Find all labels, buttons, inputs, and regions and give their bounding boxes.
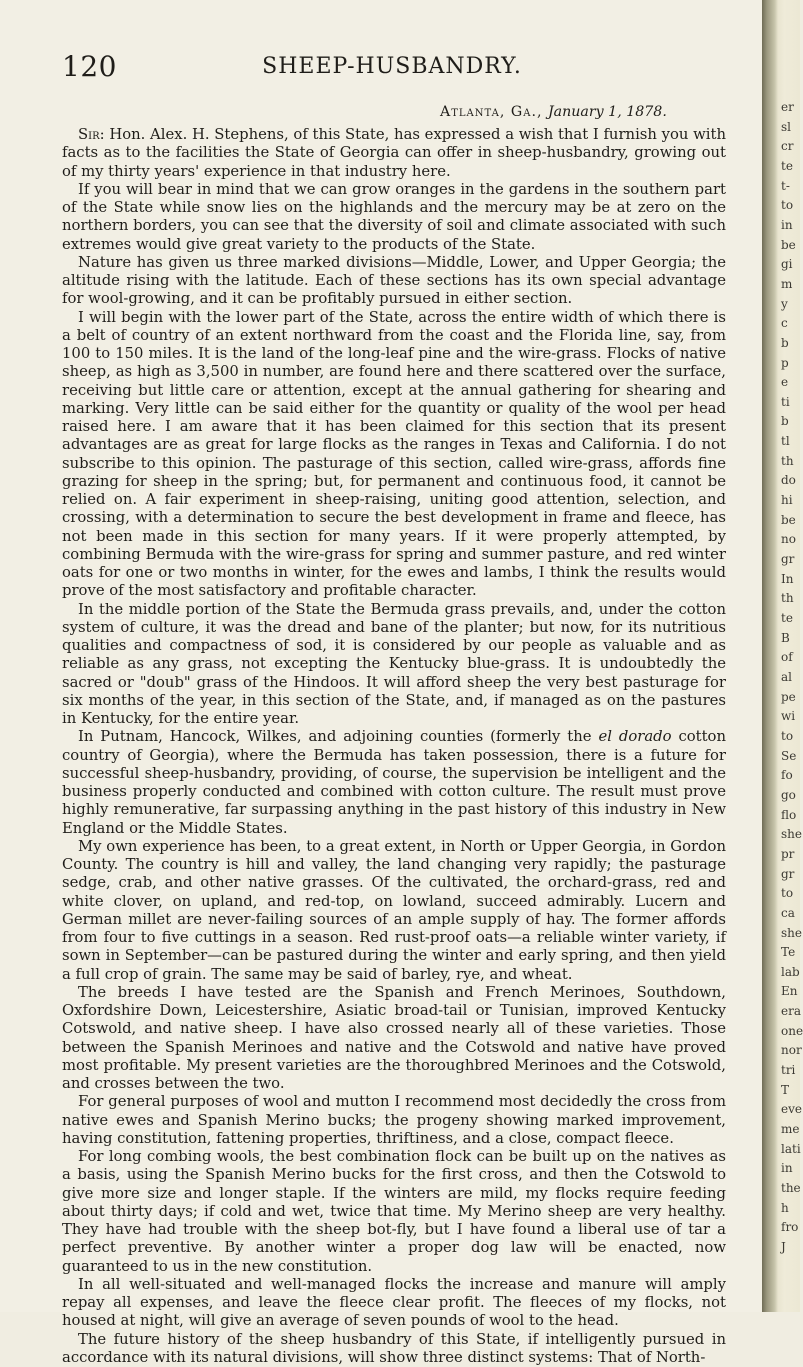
facing-page-fragment: pe xyxy=(781,690,800,704)
facing-page-fragment: gr xyxy=(781,552,800,566)
dateline-date: January 1, 1878. xyxy=(548,104,667,120)
paragraph: Nature has given us three marked divisions—Middle, Lower, and Upper Georgia; the altitude rising with the latitude. Each of these sections has its own special advantage for wool-growing, and it can be profitably pursued in either section. xyxy=(62,254,726,309)
facing-page-fragment: to xyxy=(781,729,800,743)
facing-page-fragment: B xyxy=(781,631,800,645)
paragraph: For general purposes of wool and mutton I recommend most decidedly the cross from native ewes and Spanish Merino bucks; the progeny showing marked improvement, having constitution, fattening properties, thriftiness, and a close, compact fleece. xyxy=(62,1093,726,1148)
facing-page-fragment: gr xyxy=(781,867,800,881)
facing-page-fragment: nor xyxy=(781,1043,800,1057)
facing-page-fragment: be xyxy=(781,513,800,527)
facing-page-fragment: te xyxy=(781,159,800,173)
facing-page-fragment: b xyxy=(781,336,800,350)
facing-page-fragment: one xyxy=(781,1024,800,1038)
paragraph: If you will bear in mind that we can grow oranges in the gardens in the southern part of the State while snow lies on the highlands and the mercury may be at zero on the northern borders, you can see that the diversity of soil and climate associated with such extremes would give great variety to the products of the State. xyxy=(62,181,726,254)
facing-page-fragment: sl xyxy=(781,120,800,134)
facing-page-fragment: ca xyxy=(781,906,800,920)
running-head: SHEEP-HUSBANDRY. xyxy=(62,54,722,79)
facing-page-fragment: do xyxy=(781,473,800,487)
paragraph-putnam: In Putnam, Hancock, Wilkes, and adjoining counties (formerly the el dorado cotton country of Georgia), where the Bermuda has taken possession, there is a future for successful sheep-husbandry, providing, of course, the supervision be intelligent and the business properly conducted and combined with cotton culture. The result must prove highly remunerative, far surpassing anything in the past history of this industry in New England or the Middle States. xyxy=(62,728,726,838)
facing-page-fragment: hi xyxy=(781,493,800,507)
paragraph: I will begin with the lower part of the State, across the entire width of which there is a belt of country of an extent northward from the coast and the Florida line, say, from 100 to 150 miles. It is the land of the long-leaf pine and the wire-grass. Flocks of native sheep, as high as 3,500 in number, are found here and there scattered over the surface, receiving but little care or attention, except at the annual gathering for shearing and marking. Very little can be said either for the quantity or quality of the wool per head raised here. I am aware that it has been claimed for this section that its present advantages are as great for large flocks as the ranges in Texas and California. I do not subscribe to this opinion. The pasturage of this section, called wire-grass, affords fine grazing for sheep in the spring; but, for permanent and continuous food, it cannot be relied on. A fair experiment in sheep-raising, uniting good attention, selection, and crossing, with a determination to secure the best development in frame and fleece, has not been made in this section for many years. If it were properly attempted, by combining Bermuda with the wire-grass for spring and summer pasture, and red winter oats for one or two months in winter, for the ewes and lambs, I think the results would prove of the most satisfactory and profitable character. xyxy=(62,309,726,601)
facing-page-fragment: of xyxy=(781,650,800,664)
facing-page-fragment: fro xyxy=(781,1220,800,1234)
facing-page-fragment: tri xyxy=(781,1063,800,1077)
paragraph: In the middle portion of the State the Bermuda grass prevails, and, under the cotton system of culture, it was the dread and bane of the planter; but now, for its nutritious qualities and compactness of sod, it is considered by our people as valuable and as reliable as any grass, not excepting the Kentucky blue-grass. It is undoubtedly the sacred or "doub" grass of the Hindoos. It will afford sheep the very best pasturage for six months of the year, in this section of the State, and, if managed as on the pastures in Kentucky, for the entire year. xyxy=(62,601,726,729)
facing-page-fragment: be xyxy=(781,238,800,252)
facing-page-fragment: Se xyxy=(781,749,800,763)
facing-page-fragment: T xyxy=(781,1083,800,1097)
facing-page-fragment: En xyxy=(781,984,800,998)
facing-page-fragment: pr xyxy=(781,847,800,861)
facing-page-fragment: eve xyxy=(781,1102,800,1116)
paragraph: My own experience has been, to a great extent, in North or Upper Georgia, in Gordon County. The country is hill and valley, the land changing very rapidly; the pasturage sedge, crab, and other native grasses. Of the cultivated, the orchard-grass, red and white clover, on upland, and red-top, on lowland, succeed admirably. Lucern and German millet are never-failing sources of an ample supply of hay. The former affords from four to five cuttings in a season. Red rust-proof oats—a reliable winter variety, if sown in September—can be pastured during the winter and early spring, and then yield a full crop of grain. The same may be said of barley, rye, and wheat. xyxy=(62,838,726,984)
letter-body xyxy=(62,126,726,1367)
facing-page-fragment: b xyxy=(781,414,800,428)
facing-page-fragment: fo xyxy=(781,768,800,782)
facing-page-fragment: wi xyxy=(781,709,800,723)
facing-page-fragment: flo xyxy=(781,808,800,822)
facing-page-fragment: go xyxy=(781,788,800,802)
facing-page-fragment: to xyxy=(781,198,800,212)
facing-page-fragment: lab xyxy=(781,965,800,979)
facing-page-fragment: cr xyxy=(781,139,800,153)
facing-page-fragment: in xyxy=(781,218,800,232)
paragraph: The breeds I have tested are the Spanish and French Merinoes, Southdown, Oxfordshire Down, Leicestershire, Asiatic broad-tail or Tunisian, improved Kentucky Cotswold, and native sheep. I have also crossed nearly all of these varieties. Those between the Spanish Merinoes and native and the Cotswold and native have proved most profitable. My present varieties are the thoroughbred Merinoes and the Cotswold, and crosses between the two. xyxy=(62,984,726,1094)
facing-page-fragment: J xyxy=(781,1240,800,1254)
facing-page-fragment: tl xyxy=(781,434,800,448)
facing-page-fragment: in xyxy=(781,1161,800,1175)
facing-page-fragment: te xyxy=(781,611,800,625)
facing-page-fragment: ti xyxy=(781,395,800,409)
page-number: 120 xyxy=(62,50,117,83)
facing-page-fragment: the xyxy=(781,1181,800,1195)
facing-page-fragment: Te xyxy=(781,945,800,959)
facing-page-fragment: to xyxy=(781,886,800,900)
facing-page-fragment: me xyxy=(781,1122,800,1136)
opening-text: Hon. Alex. H. Stephens, of this State, has expressed a wish that I furnish you with facts as to the facilities the State of Georgia can offer in sheep-husbandry, growing out of my thirty years' experience in that industry here. xyxy=(62,126,726,180)
facing-page-fragment: t- xyxy=(781,179,800,193)
dateline-place: Atlanta, Ga., xyxy=(440,104,542,120)
opening-paragraph xyxy=(62,126,726,181)
facing-page-fragment: she xyxy=(781,926,800,940)
facing-page-fragment: lati xyxy=(781,1142,800,1156)
facing-page-fragment: no xyxy=(781,532,800,546)
facing-page-fragment: m xyxy=(781,277,800,291)
facing-page-fragment: c xyxy=(781,316,800,330)
el-dorado-italic: el dorado xyxy=(598,728,671,745)
facing-page-fragment: gi xyxy=(781,257,800,271)
facing-page-fragment: th xyxy=(781,454,800,468)
salutation: Sir: xyxy=(78,126,105,143)
facing-page-fragment: p xyxy=(781,356,800,370)
facing-page-fragment: e xyxy=(781,375,800,389)
paragraph: For long combing wools, the best combination flock can be built up on the natives as a basis, using the Spanish Merino bucks for the first cross, and then the Cotswold to give more size and longer staple. If the winters are mild, my flocks require feeding about thirty days; if cold and wet, twice that time. My Merino sheep are very healthy. They have had trouble with the sheep bot-fly, but I have found a liberal use of tar a perfect preventive. By another winter a proper dog law will be enacted, now guaranteed to us in the new constitution. xyxy=(62,1148,726,1276)
facing-page-fragment: In xyxy=(781,572,800,586)
paragraph: The future history of the sheep husbandry of this State, if intelligently pursued in accordance with its natural divisions, will show three distinct systems: That of North- xyxy=(62,1331,726,1367)
paragraph: In all well-situated and well-managed flocks the increase and manure will amply repay all expenses, and leave the fleece clear profit. The fleeces of my flocks, not housed at night, will give an average of seven pounds of wool to the head. xyxy=(62,1276,726,1331)
facing-page-fragment: th xyxy=(781,591,800,605)
page-header xyxy=(62,50,722,90)
facing-page-fragment: she xyxy=(781,827,800,841)
facing-page-fragment: era xyxy=(781,1004,800,1018)
facing-page-fragment: h xyxy=(781,1201,800,1215)
letter-dateline xyxy=(440,104,667,120)
facing-page-fragment: al xyxy=(781,670,800,684)
book-spine-shadow xyxy=(762,0,778,1312)
facing-page-fragment: y xyxy=(781,297,800,311)
facing-page-fragment: er xyxy=(781,100,800,114)
